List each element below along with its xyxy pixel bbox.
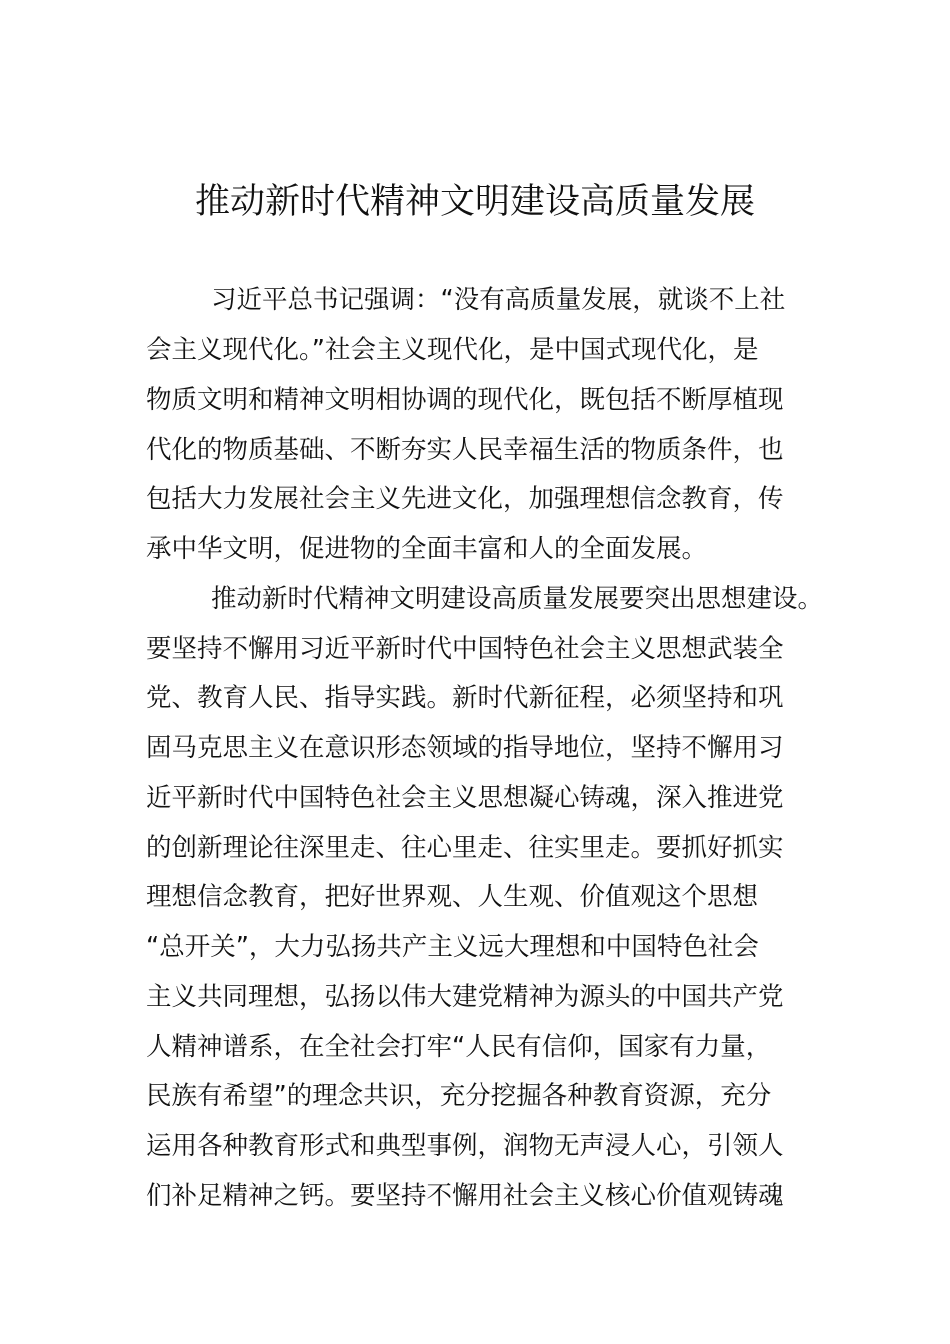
paragraph-1-line-4: 代化的物质基础、不断夯实人民幸福生活的物质条件，也 [146, 435, 784, 465]
paragraph-2-line-4: 固马克思主义在意识形态领域的指导地位，坚持不懈用习 [146, 733, 784, 763]
paragraph-2-line-12: 运用各种教育形式和典型事例，润物无声浸人心，引领人 [146, 1131, 784, 1161]
paragraph-1-line-6: 承中华文明，促进物的全面丰富和人的全面发展。 [146, 534, 708, 564]
paragraph-2-line-2: 要坚持不懈用习近平新时代中国特色社会主义思想武装全 [146, 634, 784, 664]
paragraph-2-line-3: 党、教育人民、指导实践。新时代新征程，必须坚持和巩 [146, 683, 784, 713]
paragraph-1-line-1: 习近平总书记强调：“没有高质量发展，就谈不上社 [211, 285, 786, 315]
paragraph-2-line-8: “总开关”，大力弘扬共产主义远大理想和中国特色社会 [146, 932, 759, 962]
paragraph-2-line-11: 民族有希望”的理念共识，充分挖掘各种教育资源，充分 [146, 1081, 772, 1111]
paragraph-2-line-1: 推动新时代精神文明建设高质量发展要突出思想建设。 [211, 584, 824, 614]
paragraph-2-line-13: 们补足精神之钙。要坚持不懈用社会主义核心价值观铸魂 [146, 1181, 784, 1211]
paragraph-2-line-10: 人精神谱系，在全社会打牢“人民有信仰，国家有力量， [146, 1032, 772, 1062]
paragraph-2-line-6: 的创新理论往深里走、往心里走、往实里走。要抓好抓实 [146, 833, 784, 863]
document-title: 推动新时代精神文明建设高质量发展 [194, 182, 755, 222]
paragraph-2-line-7: 理想信念教育，把好世界观、人生观、价值观这个思想 [146, 882, 759, 912]
paragraph-1-line-5: 包括大力发展社会主义先进文化，加强理想信念教育，传 [146, 484, 784, 514]
paragraph-1-line-3: 物质文明和精神文明相协调的现代化，既包括不断厚植现 [146, 385, 784, 415]
paragraph-2-line-9: 主义共同理想，弘扬以伟大建党精神为源头的中国共产党 [146, 982, 784, 1012]
paragraph-2-line-5: 近平新时代中国特色社会主义思想凝心铸魂，深入推进党 [146, 783, 784, 813]
paragraph-1-line-2: 会主义现代化。”社会主义现代化，是中国式现代化，是 [146, 335, 759, 365]
